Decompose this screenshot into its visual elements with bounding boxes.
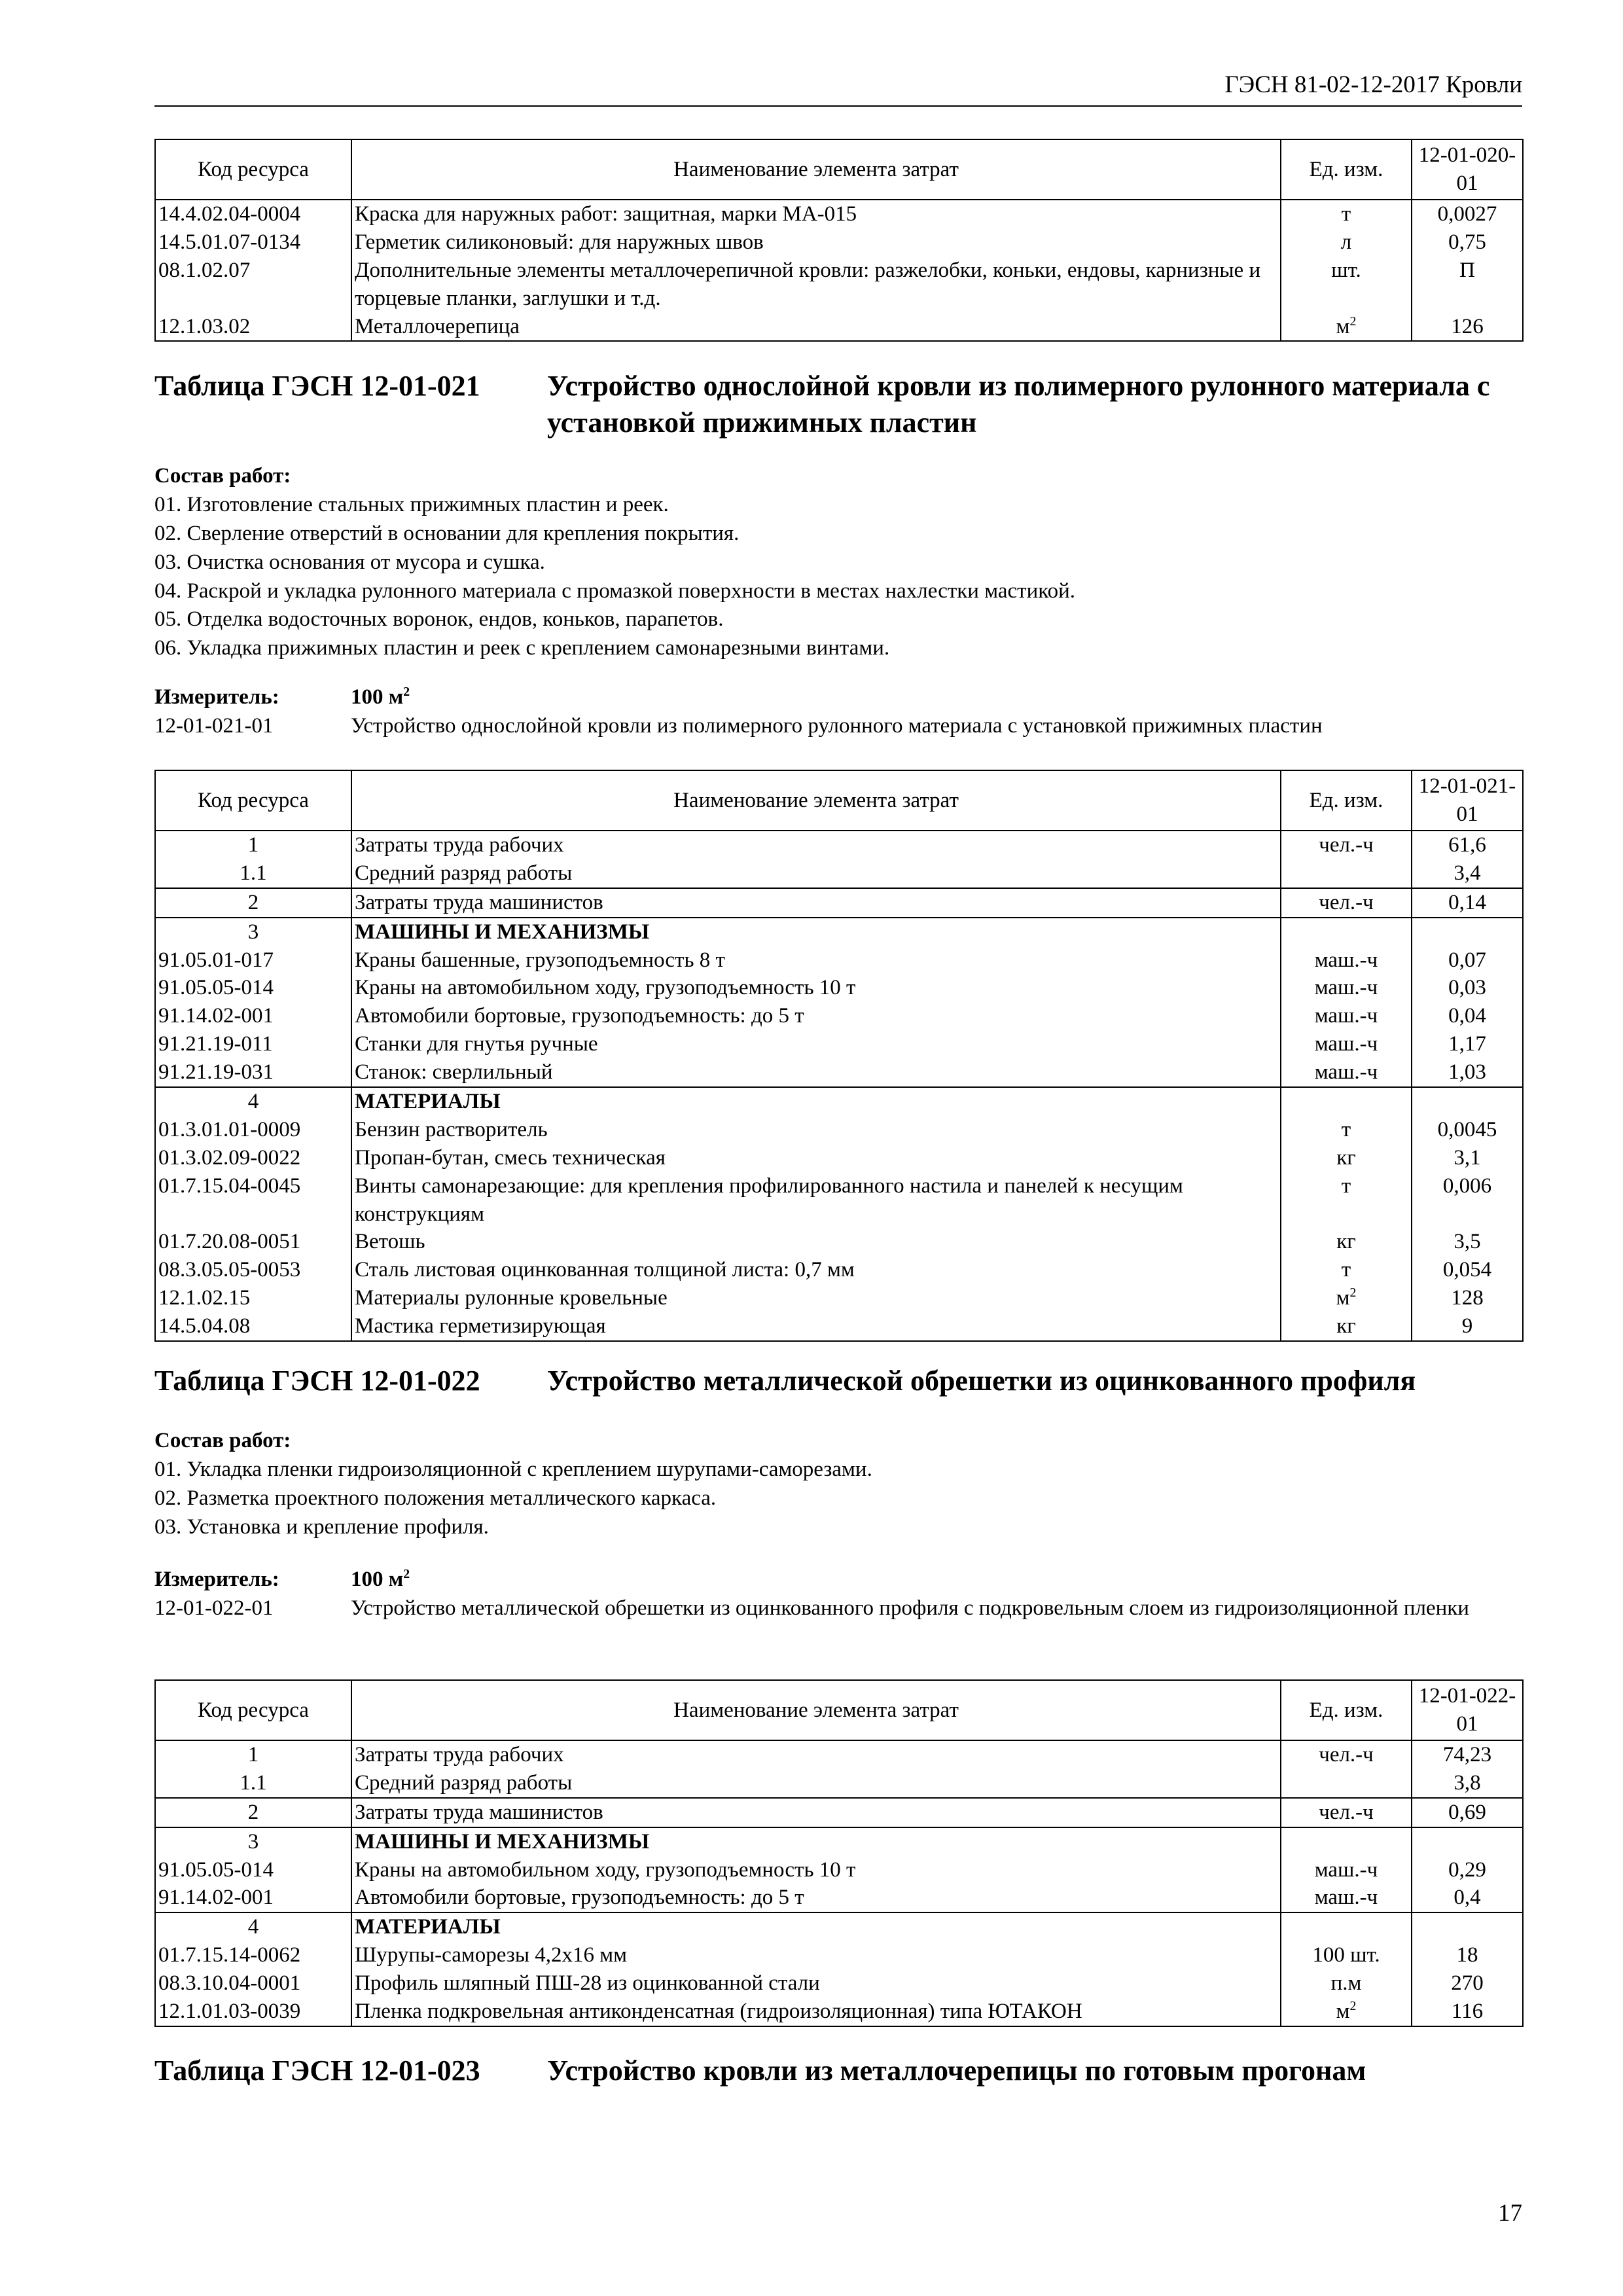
- resource-code: 01.3.02.09-0022: [155, 1144, 351, 1172]
- item-name: Устройство однослойной кровли из полимерного рулонного материала с установкой прижимных пластин: [351, 713, 1323, 738]
- works-heading: Состав работ:: [154, 1429, 291, 1452]
- resource-name: Герметик силиконовый: для наружных швов: [351, 228, 1281, 257]
- resource-name: Затраты труда рабочих: [351, 1740, 1281, 1769]
- table-row: [155, 974, 1523, 1002]
- work-item: 01. Изготовление стальных прижимных пластин и реек.: [154, 492, 669, 516]
- table-number: Таблица ГЭСН 12-01-023: [154, 2054, 480, 2087]
- resource-name: Ветошь: [351, 1228, 1281, 1256]
- resource-name: Бензин растворитель: [351, 1116, 1281, 1144]
- resource-value: 0,006: [1412, 1172, 1523, 1229]
- table-row: [155, 1884, 1523, 1912]
- work-item: 01. Укладка пленки гидроизоляционной с креплением шурупами-саморезами.: [154, 1457, 872, 1481]
- resource-code: 08.3.05.05-0053: [155, 1256, 351, 1284]
- table-row: [155, 1172, 1523, 1229]
- table-row: [155, 1969, 1523, 1998]
- table-row: [155, 1087, 1523, 1116]
- table-row: [155, 1740, 1523, 1769]
- table-row: [155, 1116, 1523, 1144]
- resource-group-name: МАТЕРИАЛЫ: [351, 1912, 1281, 1941]
- table-title-12-01-023: [154, 2053, 1522, 2089]
- resource-value: [1412, 1912, 1523, 1941]
- resource-code: 2: [155, 1798, 351, 1827]
- resource-unit: $м^2$: [1281, 1998, 1412, 2026]
- col-unit-header: Ед. изм.: [1281, 1680, 1412, 1740]
- table-name: Устройство металлической обрешетки из оцинкованного профиля: [547, 1365, 1416, 1397]
- table-row: [155, 918, 1523, 946]
- work-item: 03. Установка и крепление профиля.: [154, 1515, 489, 1539]
- resource-unit: [1281, 1827, 1412, 1856]
- resource-code: 14.5.01.07-0134: [155, 228, 351, 257]
- resource-name: Средний разряд работы: [351, 859, 1281, 888]
- resource-code: 91.14.02-001: [155, 1002, 351, 1030]
- resource-name: Станок: сверлильный: [351, 1058, 1281, 1087]
- resource-unit: маш.-ч: [1281, 1856, 1412, 1884]
- table-row: [155, 1998, 1523, 2026]
- table-name: Устройство кровли из металлочерепицы по готовым прогонам: [547, 2054, 1366, 2087]
- col-unit-header: Ед. изм.: [1281, 139, 1412, 200]
- resource-value: [1412, 1827, 1523, 1856]
- resource-name: Краны на автомобильном ходу, грузоподъемность 10 т: [351, 1856, 1281, 1884]
- resource-value: [1412, 918, 1523, 946]
- work-item: 02. Сверление отверстий в основании для крепления покрытия.: [154, 521, 740, 545]
- table-header-row: [155, 1680, 1523, 1740]
- resource-name: Краны башенные, грузоподъемность 8 т: [351, 946, 1281, 975]
- resource-code: 91.21.19-031: [155, 1058, 351, 1087]
- item-name: Устройство металлической обрешетки из оцинкованного профиля с подкровельным слоем из гидроизоляционной пленки: [351, 1596, 1469, 1620]
- work-item: 05. Отделка водосточных воронок, ендов, коньков, парапетов.: [154, 607, 724, 632]
- resource-unit: маш.-ч: [1281, 974, 1412, 1002]
- resource-code: 14.5.04.08: [155, 1312, 351, 1341]
- table-row: [155, 1912, 1523, 1941]
- item-code: 12-01-022-01: [154, 1596, 274, 1620]
- resource-value: 3,1: [1412, 1144, 1523, 1172]
- work-item: 02. Разметка проектного положения металлического каркаса.: [154, 1486, 717, 1510]
- resource-code: 01.3.01.01-0009: [155, 1116, 351, 1144]
- works-heading: Состав работ:: [154, 464, 291, 488]
- table-header-row: [155, 770, 1523, 831]
- col-name-header: Наименование элемента затрат: [351, 1680, 1281, 1740]
- resource-unit: п.м: [1281, 1969, 1412, 1998]
- resource-unit: кг: [1281, 1144, 1412, 1172]
- resource-code: 01.7.15.04-0045: [155, 1172, 351, 1229]
- work-item: 06. Укладка прижимных пластин и реек с креплением самонарезными винтами.: [154, 636, 890, 660]
- meter-label: Измеритель:: [154, 1568, 279, 1591]
- resource-name: Пропан-бутан, смесь техническая: [351, 1144, 1281, 1172]
- resource-value: 0,054: [1412, 1256, 1523, 1284]
- col-code-header: Код ресурса: [155, 770, 351, 831]
- table-row: [155, 1144, 1523, 1172]
- table-row: [155, 831, 1523, 859]
- resource-code: 08.3.10.04-0001: [155, 1969, 351, 1998]
- resource-value: 0,0027: [1412, 200, 1523, 228]
- resource-value: 3,8: [1412, 1769, 1523, 1798]
- resource-value: 116: [1412, 1998, 1523, 2026]
- table-row: [155, 1256, 1523, 1284]
- resource-value: 0,03: [1412, 974, 1523, 1002]
- resource-code: 1.1: [155, 1769, 351, 1798]
- resource-value: 3,4: [1412, 859, 1523, 888]
- table-number: Таблица ГЭСН 12-01-021: [154, 370, 480, 402]
- table-row: [155, 946, 1523, 975]
- resource-name: Мастика герметизирующая: [351, 1312, 1281, 1341]
- table-row: [155, 1002, 1523, 1030]
- table-row: [155, 1827, 1523, 1856]
- resource-value: 74,23: [1412, 1740, 1523, 1769]
- col-id-header: 12-01-020-01: [1412, 139, 1523, 200]
- resource-unit: маш.-ч: [1281, 946, 1412, 975]
- resource-unit: маш.-ч: [1281, 1884, 1412, 1912]
- resource-name: Затраты труда машинистов: [351, 888, 1281, 918]
- resource-unit: чел.-ч: [1281, 831, 1412, 859]
- table-header-row: [155, 139, 1523, 200]
- meter-value: 100 $м^2$: [351, 1567, 410, 1591]
- resource-code: 1: [155, 1740, 351, 1769]
- resource-name: Сталь листовая оцинкованная толщиной листа: 0,7 мм: [351, 1256, 1281, 1284]
- resource-code: 12.1.03.02: [155, 313, 351, 342]
- resource-value: 0,4: [1412, 1884, 1523, 1912]
- resource-value: 0,14: [1412, 888, 1523, 918]
- item-code: 12-01-021-01: [154, 713, 274, 738]
- resource-value: 0,07: [1412, 946, 1523, 975]
- table-row: [155, 257, 1523, 313]
- resource-code: 12.1.01.03-0039: [155, 1998, 351, 2026]
- resource-unit: маш.-ч: [1281, 1002, 1412, 1030]
- resource-value: 0,0045: [1412, 1116, 1523, 1144]
- resource-code: 4: [155, 1912, 351, 1941]
- resource-group-name: МАШИНЫ И МЕХАНИЗМЫ: [351, 918, 1281, 946]
- resource-value: 128: [1412, 1284, 1523, 1312]
- resource-unit: кг: [1281, 1312, 1412, 1341]
- resource-name: Краска для наружных работ: защитная, марки МА-015: [351, 200, 1281, 228]
- table-row: [155, 1856, 1523, 1884]
- resource-code: 1: [155, 831, 351, 859]
- cost-table-12-01-022: [154, 1679, 1524, 2027]
- resource-unit: т: [1281, 200, 1412, 228]
- resource-unit: $м^2$: [1281, 313, 1412, 342]
- resource-name: Автомобили бортовые, грузоподъемность: до 5 т: [351, 1002, 1281, 1030]
- resource-code: 1.1: [155, 859, 351, 888]
- table-number: Таблица ГЭСН 12-01-022: [154, 1365, 480, 1397]
- resource-value: 1,17: [1412, 1030, 1523, 1058]
- resource-value: П: [1412, 257, 1523, 313]
- resource-value: 1,03: [1412, 1058, 1523, 1087]
- resource-code: 01.7.15.14-0062: [155, 1941, 351, 1969]
- resource-code: 91.14.02-001: [155, 1884, 351, 1912]
- table-row: [155, 228, 1523, 257]
- resource-group-name: МАШИНЫ И МЕХАНИЗМЫ: [351, 1827, 1281, 1856]
- resource-value: 0,04: [1412, 1002, 1523, 1030]
- resource-group-name: МАТЕРИАЛЫ: [351, 1087, 1281, 1116]
- resource-name: Автомобили бортовые, грузоподъемность: до 5 т: [351, 1884, 1281, 1912]
- resource-unit: кг: [1281, 1228, 1412, 1256]
- cost-table-12-01-020: [154, 139, 1524, 342]
- meter-block-12-01-021: [154, 683, 1522, 741]
- resource-code: 08.1.02.07: [155, 257, 351, 313]
- resource-unit: [1281, 918, 1412, 946]
- table-row: [155, 313, 1523, 342]
- col-code-header: Код ресурса: [155, 139, 351, 200]
- resource-value: 0,69: [1412, 1798, 1523, 1827]
- table-row: [155, 1228, 1523, 1256]
- col-name-header: Наименование элемента затрат: [351, 139, 1281, 200]
- resource-code: 4: [155, 1087, 351, 1116]
- table-row: [155, 1798, 1523, 1827]
- resource-unit: маш.-ч: [1281, 1058, 1412, 1087]
- resource-name: Затраты труда машинистов: [351, 1798, 1281, 1827]
- resource-code: 2: [155, 888, 351, 918]
- resource-value: 0,75: [1412, 228, 1523, 257]
- col-unit-header: Ед. изм.: [1281, 770, 1412, 831]
- table-title-12-01-022: [154, 1363, 1522, 1399]
- resource-code: 91.05.01-017: [155, 946, 351, 975]
- resource-name: Профиль шляпный ПШ-28 из оцинкованной стали: [351, 1969, 1281, 1998]
- table-row: [155, 1284, 1523, 1312]
- resource-value: [1412, 1087, 1523, 1116]
- table-name: Устройство однослойной кровли из полимерного рулонного материала с установкой прижимных пластин: [547, 370, 1490, 439]
- col-code-header: Код ресурса: [155, 1680, 351, 1740]
- resource-unit: чел.-ч: [1281, 1740, 1412, 1769]
- resource-name: Шурупы-саморезы 4,2х16 мм: [351, 1941, 1281, 1969]
- resource-name: Материалы рулонные кровельные: [351, 1284, 1281, 1312]
- page-number: 17: [1498, 2200, 1522, 2227]
- resource-code: 91.05.05-014: [155, 1856, 351, 1884]
- resource-name: Металлочерепица: [351, 313, 1281, 342]
- resource-unit: 100 шт.: [1281, 1941, 1412, 1969]
- resource-unit: [1281, 1769, 1412, 1798]
- resource-unit: [1281, 859, 1412, 888]
- resource-unit: шт.: [1281, 257, 1412, 313]
- resource-value: 0,29: [1412, 1856, 1523, 1884]
- resource-unit: т: [1281, 1172, 1412, 1229]
- resource-code: 14.4.02.04-0004: [155, 200, 351, 228]
- work-item: 04. Раскрой и укладка рулонного материала с промазкой поверхности в местах нахлестки мастикой.: [154, 579, 1076, 603]
- resource-name: Средний разряд работы: [351, 1769, 1281, 1798]
- resource-code: 01.7.20.08-0051: [155, 1228, 351, 1256]
- resource-code: 91.21.19-011: [155, 1030, 351, 1058]
- resource-value: 18: [1412, 1941, 1523, 1969]
- resource-unit: [1281, 1912, 1412, 1941]
- work-item: 03. Очистка основания от мусора и сушка.: [154, 550, 545, 574]
- table-row: [155, 1312, 1523, 1341]
- cost-table-12-01-021: [154, 770, 1524, 1342]
- col-id-header: 12-01-022-01: [1412, 1680, 1523, 1740]
- resource-code: 3: [155, 918, 351, 946]
- resource-unit: т: [1281, 1116, 1412, 1144]
- col-id-header: 12-01-021-01: [1412, 770, 1523, 831]
- resource-unit: чел.-ч: [1281, 1798, 1412, 1827]
- table-title-12-01-021: [154, 368, 1522, 442]
- resource-unit: чел.-ч: [1281, 888, 1412, 918]
- works-list-12-01-021: [154, 462, 1522, 663]
- table-row: [155, 1058, 1523, 1087]
- resource-unit: маш.-ч: [1281, 1030, 1412, 1058]
- resource-name: Станки для гнутья ручные: [351, 1030, 1281, 1058]
- resource-value: 61,6: [1412, 831, 1523, 859]
- resource-unit: [1281, 1087, 1412, 1116]
- table-row: [155, 1941, 1523, 1969]
- resource-code: 12.1.02.15: [155, 1284, 351, 1312]
- meter-block-12-01-022: [154, 1566, 1522, 1623]
- col-name-header: Наименование элемента затрат: [351, 770, 1281, 831]
- meter-value: 100 $м^2$: [351, 685, 410, 709]
- resource-code: 3: [155, 1827, 351, 1856]
- works-list-12-01-022: [154, 1427, 1522, 1542]
- table-row: [155, 859, 1523, 888]
- table-row: [155, 888, 1523, 918]
- resource-unit: $м^2$: [1281, 1284, 1412, 1312]
- table-row: [155, 1030, 1523, 1058]
- resource-unit: т: [1281, 1256, 1412, 1284]
- table-row: [155, 200, 1523, 228]
- resource-name: Дополнительные элементы металлочерепичной кровли: разжелобки, коньки, ендовы, карнизные и торцевые планки, заглушки и т.д.: [351, 257, 1281, 313]
- resource-code: 91.05.05-014: [155, 974, 351, 1002]
- resource-value: 3,5: [1412, 1228, 1523, 1256]
- resource-unit: л: [1281, 228, 1412, 257]
- resource-name: Винты самонарезающие: для крепления профилированного настила и панелей к несущим конструкциям: [351, 1172, 1281, 1229]
- running-header: ГЭСН 81-02-12-2017 Кровли: [154, 71, 1522, 107]
- meter-label: Измеритель:: [154, 685, 279, 709]
- table-row: [155, 1769, 1523, 1798]
- resource-name: Краны на автомобильном ходу, грузоподъемность 10 т: [351, 974, 1281, 1002]
- resource-name: Пленка подкровельная антиконденсатная (гидроизоляционная) типа ЮТАКОН: [351, 1998, 1281, 2026]
- resource-value: 270: [1412, 1969, 1523, 1998]
- resource-value: 9: [1412, 1312, 1523, 1341]
- resource-name: Затраты труда рабочих: [351, 831, 1281, 859]
- resource-value: 126: [1412, 313, 1523, 342]
